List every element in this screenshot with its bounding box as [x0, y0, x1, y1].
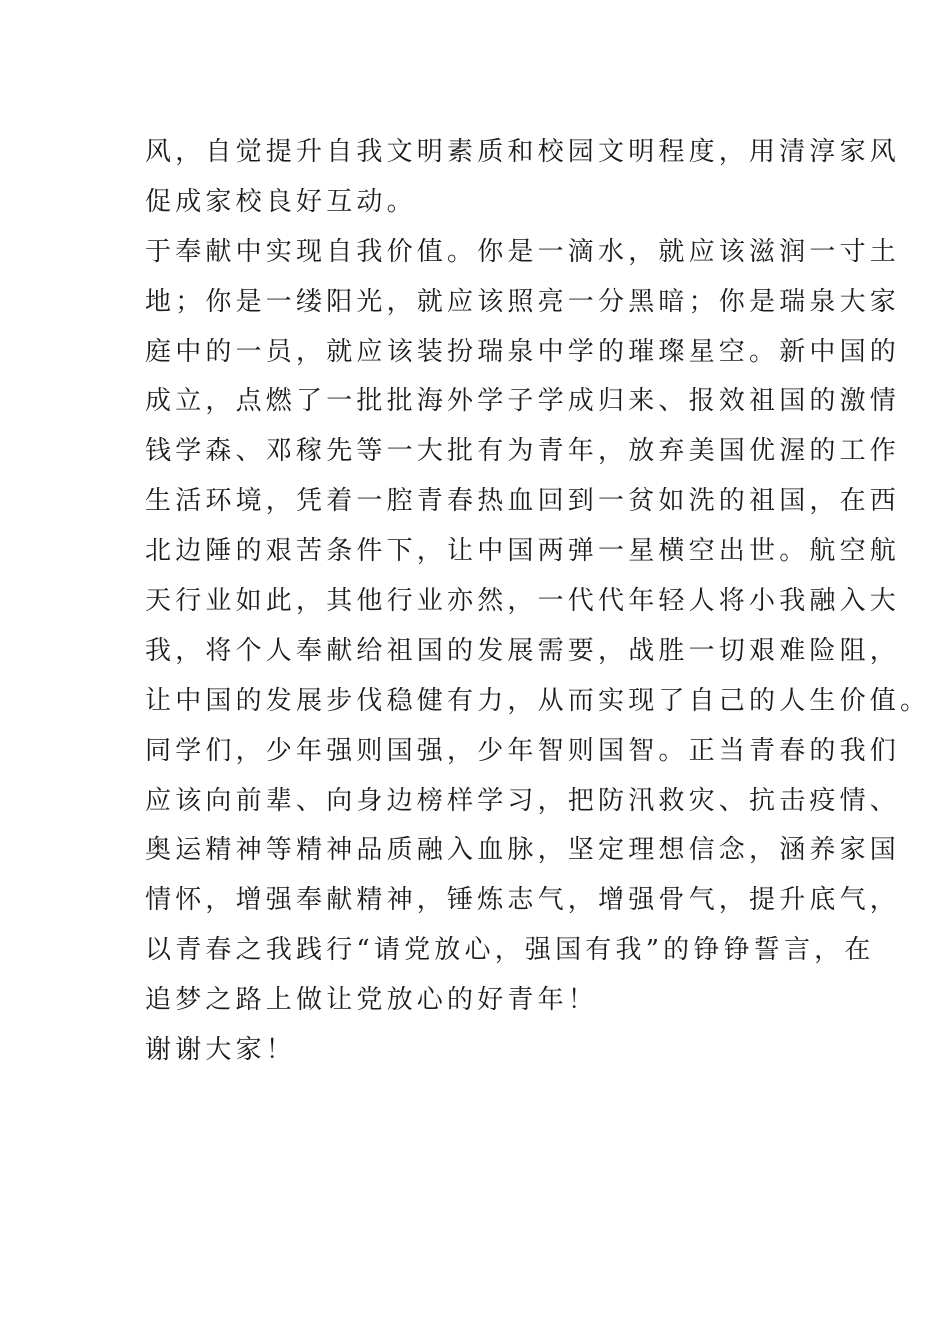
text-line: 天行业如此，其他行业亦然，一代代年轻人将小我融入大 — [145, 586, 901, 617]
text-line: 我，将个人奉献给祖国的发展需要，战胜一切艰难险阻， — [145, 635, 901, 666]
text-line: 北边陲的艰苦条件下，让中国两弹一星横空出世。航空航 — [145, 536, 901, 567]
text-line: 成立，点燃了一批批海外学子学成归来、报效祖国的激情 — [145, 386, 901, 417]
text-line: 追梦之路上做让党放心的好青年！ — [145, 985, 599, 1016]
text-line: 奥运精神等精神品质融入血脉，坚定理想信念，涵养家国 — [145, 835, 901, 866]
text-line: 应该向前辈、向身边榜样学习，把防汛救灾、抗击疫情、 — [145, 785, 901, 816]
text-line: 同学们，少年强则国强，少年智则国智。正当青春的我们 — [145, 735, 901, 766]
text-line: 于奉献中实现自我价值。你是一滴水，就应该滋润一寸土 — [145, 236, 901, 267]
speech-text — [145, 128, 931, 1076]
text-line: 让中国的发展步伐稳健有力，从而实现了自己的人生价值。 — [145, 685, 931, 716]
text-line: 以青春之我践行“请党放心，强国有我”的铮铮誓言，在 — [145, 935, 875, 966]
text-line: 风，自觉提升自我文明素质和校园文明程度，用清淳家风 — [145, 137, 901, 167]
text-line: 生活环境，凭着一腔青春热血回到一贫如洗的祖国，在西 — [145, 486, 901, 517]
closing-line: 谢谢大家！ — [145, 1035, 297, 1066]
text-line: 情怀，增强奉献精神，锤炼志气，增强骨气，提升底气， — [145, 885, 901, 916]
text-line: 地；你是一缕阳光，就应该照亮一分黑暗；你是瑞泉大家 — [145, 286, 901, 317]
text-line: 庭中的一员，就应该装扮瑞泉中学的璀璨星空。新中国的 — [145, 336, 901, 367]
text-line: 促成家校良好互动。 — [145, 186, 417, 217]
text-line: 钱学森、邓稼先等一大批有为青年，放弃美国优渥的工作 — [145, 436, 901, 467]
